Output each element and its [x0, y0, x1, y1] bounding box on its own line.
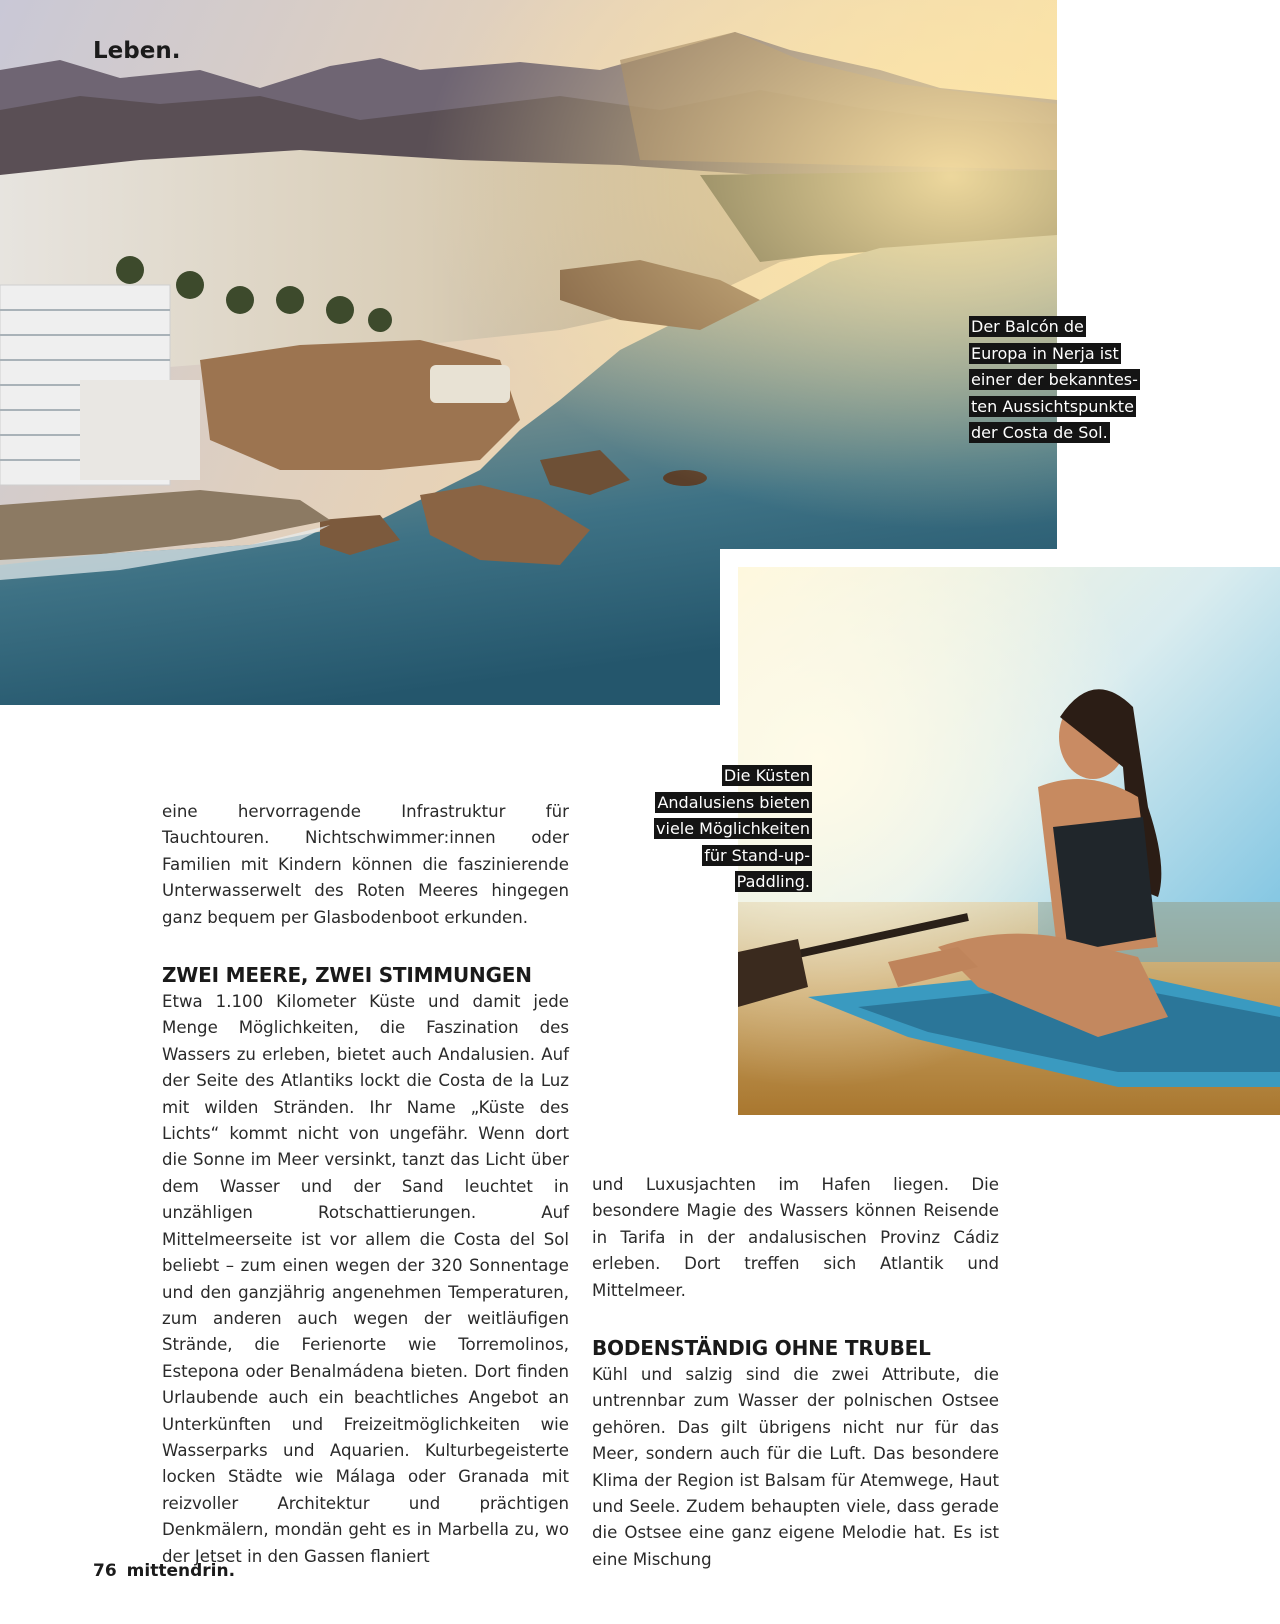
body-paragraph-ostsee: Kühl und salzig sind die zwei Attribute, die untrennbar zum Wasser der polnischen Ostsee gehören. Das gilt übrigens nicht nur für das Meer, sondern auch für die Luft. Das besondere Klima der Region ist Balsam für Atemwege, Haut und Seele. Zudem behaupten viele, dass gerade die Ostsee eine ganz eigene Melodie hat. Es ist eine Mischung [592, 1365, 999, 1569]
page-footer [93, 1561, 235, 1581]
article-column-left [162, 799, 569, 1570]
sup-photo [738, 567, 1280, 1115]
caption-kuesten [640, 763, 812, 896]
caption-line: einer der bekanntes- [971, 370, 1138, 389]
caption-line: viele Möglichkeiten [656, 819, 810, 838]
caption-line: Paddling. [736, 872, 810, 891]
caption-line: der Costa de Sol. [971, 423, 1108, 442]
page-number: 76 [93, 1561, 117, 1581]
body-paragraph-continued: und Luxusjachten im Hafen liegen. Die besondere Magie des Wassers können Reisende in Tarifa in der andalusischen Provinz Cádiz erleben. Dort treffen sich Atlantik und Mittelmeer. [592, 1175, 999, 1300]
paddleboard-illustration [738, 567, 1280, 1115]
caption-line: Europa in Nerja ist [971, 343, 1119, 363]
caption-line: ten Aussichtspunkte [971, 396, 1134, 416]
caption-line: Die Küsten [723, 766, 810, 785]
section-label: Leben. [93, 38, 181, 64]
heading-bodenstaendig: BODENSTÄNDIG OHNE TRUBEL [592, 1336, 931, 1361]
caption-line: Andalusiens bieten [657, 792, 810, 812]
caption-balcon [969, 314, 1145, 447]
body-paragraph: Etwa 1.100 Kilometer Küste und damit jede Menge Möglichkeiten, die Faszination des Wassers zu erleben, bietet auch Andalusien. Auf der Seite des Atlantiks lockt die Costa de la Luz mit wilden Stränden. Ihr Name „Küste des Lichts“ kommt nicht von ungefähr. Wenn dort die Sonne im Meer versinkt, tanzt das Licht über dem Wasser und der Sand leuchtet in unzähligen Rotschattierungen. Auf Mittelmeerseite ist vor allem die Costa del Sol beliebt – zum einen wegen der 320 Sonnentage und den ganzjährig angenehmen Temperaturen, zum anderen auch wegen der weitläufigen Strände, die Ferienorte wie Torremolinos, Estepona oder Benalmádena bieten. Dort finden Urlaubende auch ein beachtliches Angebot an Unterkünften und Freizeitmöglichkeiten wie Wasserparks und Aquarien. Kulturbegeisterte locken Städte wie Málaga oder Granada mit reizvoller Architektur und prächtigen Denkmälern, mondän geht es in Marbella zu, wo der Jetset in den Gassen flaniert [162, 992, 569, 1566]
caption-line: für Stand-up- [704, 845, 810, 865]
intro-paragraph: eine hervorragende Infrastruktur für Tauchtouren. Nichtschwimmer:innen oder Familien mit Kindern können die faszinierende Unterwasserwelt des Roten Meeres hingegen ganz bequem per Glasbodenboot erkunden. [162, 802, 569, 927]
caption-line: Der Balcón de [971, 317, 1084, 336]
brand-name: mittendrin. [126, 1561, 236, 1581]
heading-zwei-meere: ZWEI MEERE, ZWEI STIMMUNGEN [162, 963, 532, 988]
article-column-right [592, 1172, 999, 1573]
